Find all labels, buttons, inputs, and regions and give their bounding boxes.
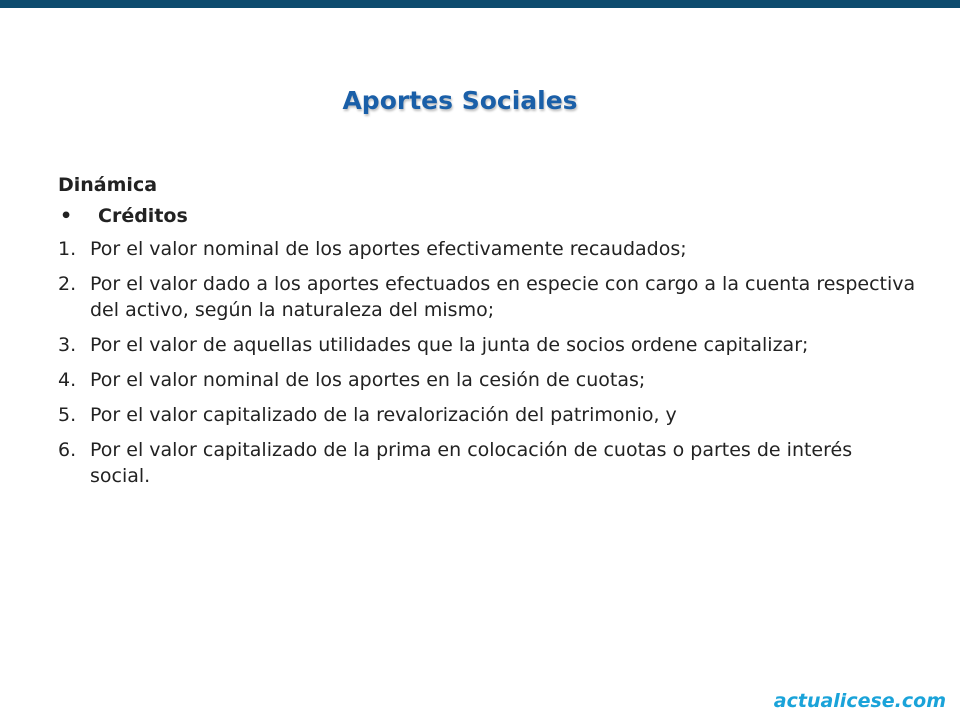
list-item-number: 1. xyxy=(58,238,77,260)
list-item xyxy=(58,437,918,489)
slide-content xyxy=(58,170,918,498)
list-item xyxy=(58,271,918,323)
section-heading: Dinámica xyxy=(58,174,158,196)
list-item-text: Por el valor capitalizado de la revalorización del patrimonio, y xyxy=(90,404,677,426)
list-item-number: 2. xyxy=(58,273,77,295)
list-item-text: Por el valor de aquellas utilidades que la junta de socios ordene capitalizar; xyxy=(90,334,809,356)
bullet-label: Créditos xyxy=(98,205,188,227)
list-item-number: 6. xyxy=(58,439,77,461)
list-item xyxy=(58,236,918,262)
list-item-number: 4. xyxy=(58,369,77,391)
list-item-text: Por el valor capitalizado de la prima en colocación de cuotas o partes de interés social. xyxy=(90,439,853,487)
bullet-item xyxy=(58,202,918,230)
list-item-text: Por el valor nominal de los aportes efectivamente recaudados; xyxy=(90,238,687,260)
list-item xyxy=(58,367,918,393)
list-item-text: Por el valor nominal de los aportes en la cesión de cuotas; xyxy=(90,369,646,391)
list-item-number: 3. xyxy=(58,334,77,356)
list-item xyxy=(58,332,918,358)
watermark-logo: actualicese.com xyxy=(773,690,946,712)
list-item-number: 5. xyxy=(58,404,77,426)
list-item-text: Por el valor dado a los aportes efectuados en especie con cargo a la cuenta respectiva del activo, según la naturaleza del mismo; xyxy=(90,273,916,321)
list-item xyxy=(58,402,918,428)
bullet-icon: • xyxy=(60,205,73,227)
top-accent-bar xyxy=(0,0,960,8)
slide-title: Aportes Sociales xyxy=(342,86,578,115)
